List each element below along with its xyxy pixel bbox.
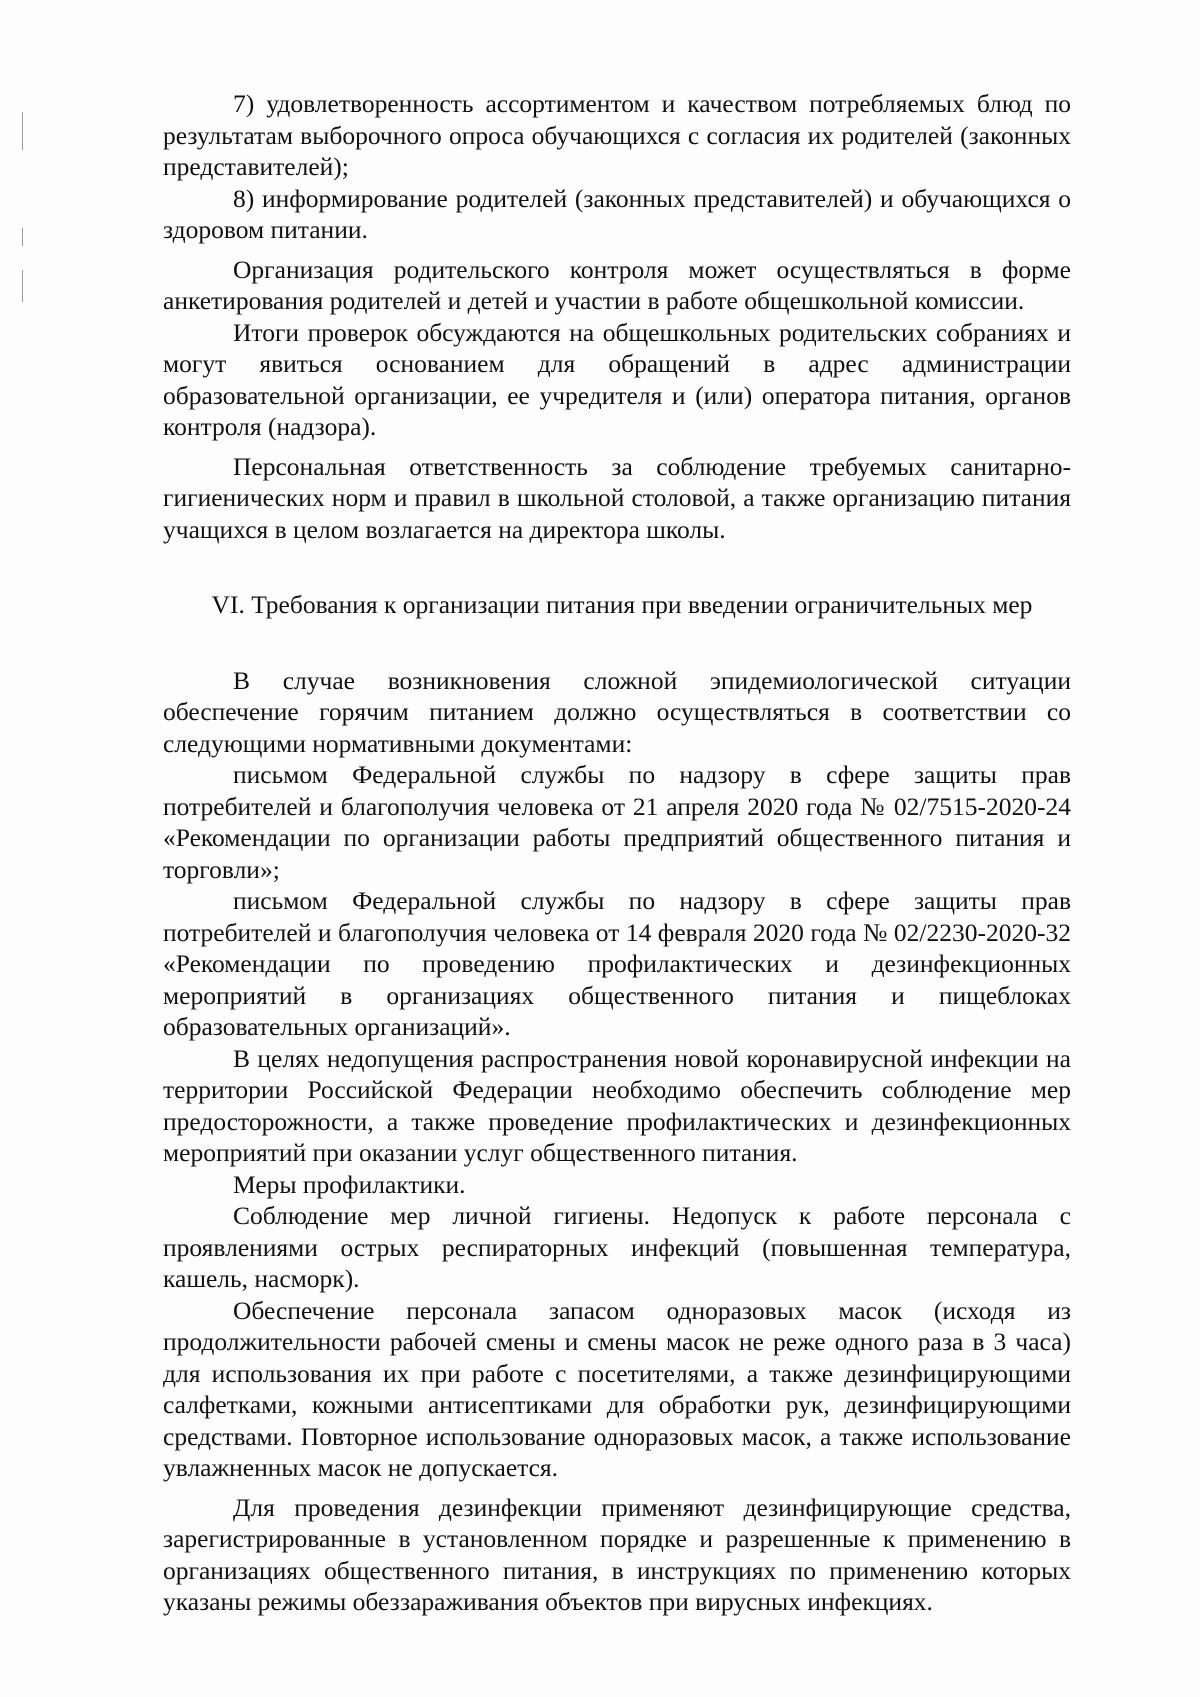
- paragraph-hygiene: Соблюдение мер личной гигиены. Недопуск к работе персонала с проявлениями острых респираторных инфекций (повышенная температура, кашель, насморк).: [163, 1201, 1071, 1293]
- paragraph-letter-2: письмом Федеральной службы по надзору в сфере защиты прав потребителей и благополучия человека от 14 февраля 2020 года № 02/2230-2020-32 «Рекомендации по проведению профилактических и дезинфекционных мероприятий в организациях общественного питания и пищеблоках образовательных организаций».: [163, 886, 1071, 1041]
- paragraph-parental-control: Организация родительского контроля может осуществляться в форме анкетирования родителей и детей и участии в работе общешкольной комиссии.: [163, 254, 1071, 315]
- paragraph-masks: Обеспечение персонала запасом одноразовых масок (исходя из продолжительности рабочей смены и смены масок не реже одного раза в 3 часа) для использования их при работе с посетителями, а также дезинфицирующими салфетками, кожными антисептиками для обработки рук, дезинфицирующими средствами. Повторное использование одноразовых масок, а также использование увлажненных масок не допускается.: [163, 1295, 1071, 1482]
- paragraph-responsibility: Персональная ответственность за соблюдение требуемых санитарно-гигиенических норм и правил в школьной столовой, а также организацию питания учащихся в целом возлагается на директора школы.: [163, 451, 1071, 544]
- paragraph-8: 8) информирование родителей (законных представителей) и обучающихся о здоровом питании.: [163, 183, 1071, 244]
- paragraph-coronavirus: В целях недопущения распространения новой коронавирусной инфекции на территории Российской Федерации необходимо обеспечить соблюдение мер предосторожности, а также проведение профилактических и дезинфекционных мероприятий при оказании услуг общественного питания.: [163, 1043, 1071, 1167]
- paragraph-disinfection: Для проведения дезинфекции применяют дезинфицирующие средства, зарегистрированные в установленном порядке и разрешенные к применению в организациях общественного питания, в инструкциях по применению которых указаны режимы обеззараживания объектов при вирусных инфекциях.: [163, 1492, 1071, 1616]
- document-body: [163, 88, 1071, 1618]
- paragraph-inspection-results: Итоги проверок обсуждаются на общешкольных родительских собраниях и могут явиться основанием для обращений в адрес администрации образовательной организации, ее учредителя и (или) оператора питания, органов контроля (надзора).: [163, 317, 1071, 441]
- paragraph-7: 7) удовлетворенность ассортиментом и качеством потребляемых блюд по результатам выборочного опроса обучающихся с согласия их родителей (законных представителей);: [163, 89, 1071, 181]
- paragraph-letter-1: письмом Федеральной службы по надзору в сфере защиты прав потребителей и благополучия человека от 21 апреля 2020 года № 02/7515-2020-24 «Рекомендации по организации работы предприятий общественного питания и торговли»;: [163, 760, 1071, 884]
- margin-mark: [22, 270, 23, 302]
- margin-mark: [22, 112, 23, 150]
- paragraph-prevention-title: Меры профилактики.: [233, 1169, 466, 1199]
- paragraph-epidemic: В случае возникновения сложной эпидемиологической ситуации обеспечение горячим питанием должно осуществляться в соответствии со следующими нормативными документами:: [163, 665, 1071, 758]
- margin-mark: [22, 228, 23, 246]
- section-heading: VI. Требования к организации питания при введении ограничительных мер: [211, 590, 1033, 619]
